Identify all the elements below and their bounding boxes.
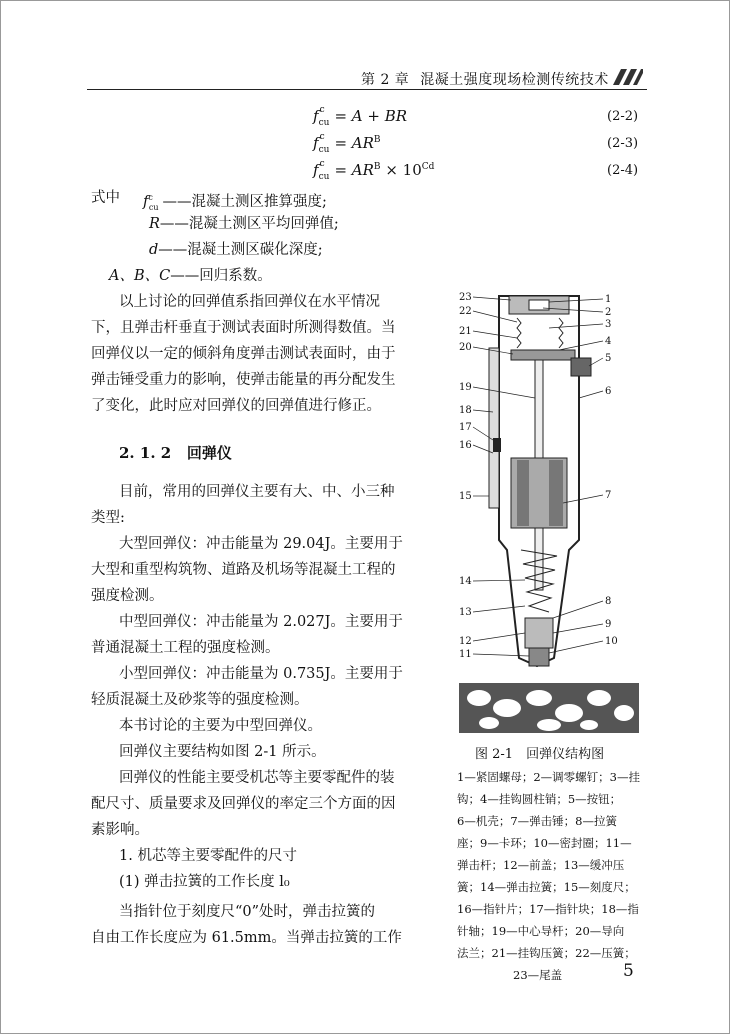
equation-2-2: $f^c_{cu} = A$ + BR <box>313 105 408 128</box>
legend-line: 针轴；19—中心导杆；20—导向 <box>457 924 625 938</box>
fig-label: 4 <box>605 336 612 347</box>
where-item: R——混凝土测区平均回弹值; <box>149 216 339 232</box>
page-number: 5 <box>623 961 634 981</box>
fig-label: 2 <box>605 307 612 318</box>
paragraph-line: 回弹仪以一定的倾斜角度弹击测试表面时，由于 <box>91 346 396 362</box>
legend-line: 16—指针片；17—指针块；18—指 <box>457 902 639 916</box>
equation-2-4: $f^c_{cu} = AR^B \times 10^{Cd}$ <box>313 159 435 182</box>
body-line: 素影响。 <box>91 822 149 838</box>
fig-label: 3 <box>605 319 612 330</box>
running-header <box>361 69 609 89</box>
where-item: A、B、C——回归系数。 <box>109 268 272 284</box>
fig-label: 7 <box>605 490 612 501</box>
chapter-number: 第 2 章 <box>361 72 410 88</box>
fig-label: 22 <box>459 306 472 317</box>
paragraph-line: 下，且弹击杆垂直于测试表面时所测得数值。当 <box>91 320 396 336</box>
header-decoration-icon <box>609 69 643 85</box>
fig-label: 15 <box>459 491 472 502</box>
fig-label: 17 <box>459 422 472 433</box>
fig-label: 8 <box>605 596 612 607</box>
body-line: 本书讨论的主要为中型回弹仪。 <box>119 718 322 734</box>
paragraph-line: 了变化，此时应对回弹仪的回弹值进行修正。 <box>91 398 381 414</box>
legend-line: 弹击杆；12—前盖；13—缓冲压 <box>457 858 625 872</box>
fig-label: 10 <box>605 636 618 647</box>
body-line: 回弹仪主要结构如图 2-1 所示。 <box>119 744 326 760</box>
legend-line: 1—紧固螺母；2—调零螺钉；3—挂 <box>457 770 640 784</box>
chapter-title: 混凝土强度现场检测传统技术 <box>420 72 609 88</box>
legend-line: 座；9—卡环；10—密封圈；11— <box>457 836 632 850</box>
equation-2-3: $f^c_{cu} = AR^B$ <box>313 132 381 155</box>
body-line: 配尺寸、质量要求及回弹仪的率定三个方面的因 <box>91 796 396 812</box>
fig-label: 11 <box>459 649 472 660</box>
where-item: $f^c_{cu}$ ——混凝土测区推算强度; <box>143 193 327 212</box>
figure-legend <box>457 766 640 986</box>
legend-line: 钩；4—挂钩圆柱销；5—按钮； <box>457 792 622 806</box>
fig-label: 9 <box>605 619 612 630</box>
body-line: 当指针位于刻度尺“0”处时，弹击拉簧的 <box>119 904 376 920</box>
body-line: 自由工作长度应为 61.5mm。当弹击拉簧的工作 <box>91 930 402 946</box>
body-line: 1. 机芯等主要零配件的尺寸 <box>119 848 297 864</box>
body-line: 大型和重型构筑物、道路及机场等混凝土工程的 <box>91 562 396 578</box>
paragraph-line: 以上讨论的回弹值系指回弹仪在水平情况 <box>119 294 380 310</box>
fig-label: 12 <box>459 636 472 647</box>
figure-caption: 图 2-1 回弹仪结构图 <box>475 747 605 762</box>
legend-line: 6—机壳；7—弹击锤；8—拉簧 <box>457 814 617 828</box>
body-line: 小型回弹仪：冲击能量为 0.735J。主要用于 <box>119 666 403 682</box>
body-line: 类型: <box>91 510 125 526</box>
equation-number: (2-3) <box>607 136 639 151</box>
body-line: 中型回弹仪：冲击能量为 2.027J。主要用于 <box>119 614 403 630</box>
legend-line: 法兰；21—挂钩压簧；22—压簧； <box>457 946 636 960</box>
header-rule <box>87 89 647 90</box>
fig-label: 21 <box>459 326 472 337</box>
body-line: 回弹仪的性能主要受机芯等主要零配件的装 <box>119 770 395 786</box>
body-line: 普通混凝土工程的强度检测。 <box>91 640 280 656</box>
fig-label: 6 <box>605 386 612 397</box>
body-line: 目前，常用的回弹仪主要有大、中、小三种 <box>119 484 395 500</box>
section-heading: 2. 1. 2 回弹仪 <box>119 444 232 462</box>
fig-label: 13 <box>459 607 472 618</box>
body-line: 大型回弹仪：冲击能量为 29.04J。主要用于 <box>119 536 403 552</box>
fig-label: 18 <box>459 405 472 416</box>
fig-label: 1 <box>605 294 612 305</box>
paragraph-line: 弹击锤受重力的影响，使弹击能量的再分配发生 <box>91 372 396 388</box>
fig-label: 16 <box>459 440 472 451</box>
fig-label: 5 <box>605 353 612 364</box>
legend-line: 簧；14—弹击拉簧；15—刻度尺； <box>457 880 636 894</box>
body-line: 轻质混凝土及砂浆等的强度检测。 <box>91 692 309 708</box>
equation-number: (2-4) <box>607 163 639 178</box>
where-label: 式中 <box>91 190 120 206</box>
equation-number: (2-2) <box>607 109 639 124</box>
fig-label: 20 <box>459 342 472 353</box>
fig-label: 14 <box>459 576 472 587</box>
legend-line: 23—尾盖 <box>513 968 563 982</box>
body-line: (1) 弹击拉簧的工作长度 l₀ <box>119 874 290 890</box>
fig-label: 23 <box>459 292 472 303</box>
rebound-hammer-diagram <box>459 288 639 738</box>
body-line: 强度检测。 <box>91 588 164 604</box>
fig-label: 19 <box>459 382 472 393</box>
where-item: d——混凝土测区碳化深度; <box>149 242 323 258</box>
